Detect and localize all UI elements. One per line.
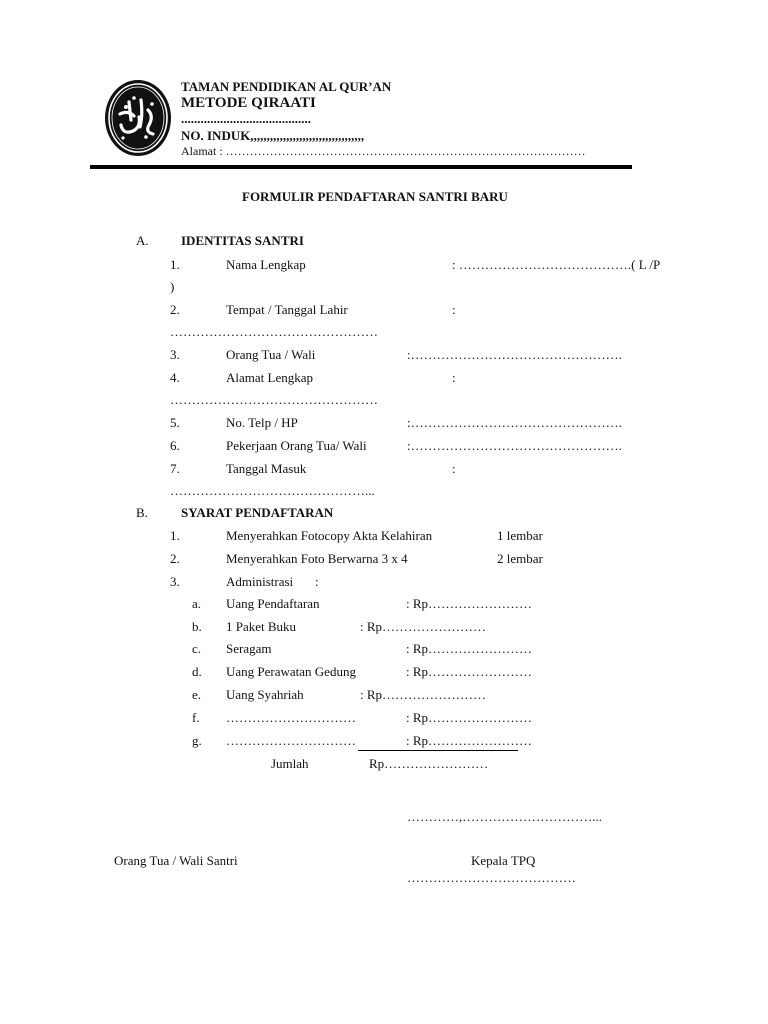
fee-value-registration: : Rp…………………… [406,596,533,611]
institution-line: TAMAN PENDIDIKAN AL QUR’AN [181,79,392,94]
field-label-parent-occupation: Pekerjaan Orang Tua/ Wali [226,438,367,453]
signature-label-head: Kepala TPQ [471,853,536,868]
field-label-full-address: Alamat Lengkap [226,370,313,385]
fee-label-other-f: ………………………… [226,710,356,725]
method-line: METODE QIRAATI [181,95,316,111]
item-number: 1. [170,528,180,543]
field-colon-entry-date: : [452,461,456,476]
field-label-phone: No. Telp / HP [226,415,298,430]
field-value-full-name: : ………………………………….( L /P [452,257,661,272]
fee-label-registration: Uang Pendaftaran [226,596,320,611]
item-number: 7. [170,461,180,476]
fee-value-other-f: : Rp…………………… [406,710,533,725]
fee-label-monthly-tuition: Uang Syahriah [226,687,304,702]
requirement-birth-certificate: Menyerahkan Fotocopy Akta Kelahiran [226,528,433,543]
signature-label-parent: Orang Tua / Wali Santri [114,853,238,868]
item-number: 1. [170,257,180,272]
item-number: 6. [170,438,180,453]
field-value-phone: :…………………………………………. [407,415,622,430]
requirement-administration: Administrasi [226,574,294,589]
fee-value-book-package: : Rp…………………… [360,619,487,634]
item-number: 3. [170,347,180,362]
fee-value-monthly-tuition: : Rp…………………… [360,687,487,702]
field-label-entry-date: Tanggal Masuk [226,461,307,476]
form-title: FORMULIR PENDAFTARAN SANTRI BARU [242,189,508,204]
fee-label-other-g: ………………………… [226,733,356,748]
field-label-parent: Orang Tua / Wali [226,347,316,362]
fee-letter: f. [192,710,200,725]
requirement-qty: 2 lembar [497,551,543,566]
requirement-photo: Menyerahkan Foto Berwarna 3 x 4 [226,551,408,566]
field-value-birth-place-date: ………………………………………… [170,324,378,339]
requirement-qty: 1 lembar [497,528,543,543]
item-number: 5. [170,415,180,430]
qiraati-logo-icon [104,79,172,157]
fee-letter: e. [192,687,202,702]
total-value: Rp…………………… [369,756,489,771]
field-colon-full-address: : [452,370,456,385]
institution-name-placeholder: ........................................ [181,111,311,126]
section-b-letter: B. [136,505,148,520]
field-value-parent-occupation: :…………………………………………. [407,438,622,453]
field-value-entry-date: ………………………………………... [170,483,375,498]
fee-value-building-maintenance: : Rp…………………… [406,664,533,679]
section-b-title: SYARAT PENDAFTARAN [181,505,334,520]
signature-line-head: ………………………………… [407,870,576,885]
fee-letter: c. [192,641,202,656]
item-number: 4. [170,370,180,385]
field-label-birth-place-date: Tempat / Tanggal Lahir [226,302,348,317]
fee-label-building-maintenance: Uang Perawatan Gedung [226,664,356,679]
field-value-full-address: ………………………………………… [170,392,378,407]
section-a-title: IDENTITAS SANTRI [181,233,304,248]
fee-letter: a. [192,596,202,611]
section-a-letter: A. [136,233,149,248]
item-number: 2. [170,551,180,566]
field-value-full-name-wrap: ) [170,279,175,294]
header-address: Alamat : ……………………………………………………………………………… [181,144,586,158]
item-number: 3. [170,574,180,589]
no-induk: NO. INDUK,,,,,,,,,,,,,,,,,,,,,,,,,,,,,,,,,,, [181,128,365,143]
requirement-administration-colon: : [315,574,319,589]
fee-label-book-package: 1 Paket Buku [226,619,297,634]
fee-letter: b. [192,619,202,634]
fee-label-uniform: Seragam [226,641,272,656]
field-value-parent: :…………………………………………. [407,347,622,362]
total-rule [358,750,518,751]
header-divider [90,165,632,169]
fee-letter: g. [192,733,202,748]
field-label-full-name: Nama Lengkap [226,257,306,272]
fee-letter: d. [192,664,202,679]
item-number: 2. [170,302,180,317]
field-colon-birth-place-date: : [452,302,456,317]
fee-value-other-g: : Rp…………………… [406,733,533,748]
signature-place-date: …………,…………………………... [407,809,602,824]
total-label: Jumlah [271,756,309,771]
fee-value-uniform: : Rp…………………… [406,641,533,656]
